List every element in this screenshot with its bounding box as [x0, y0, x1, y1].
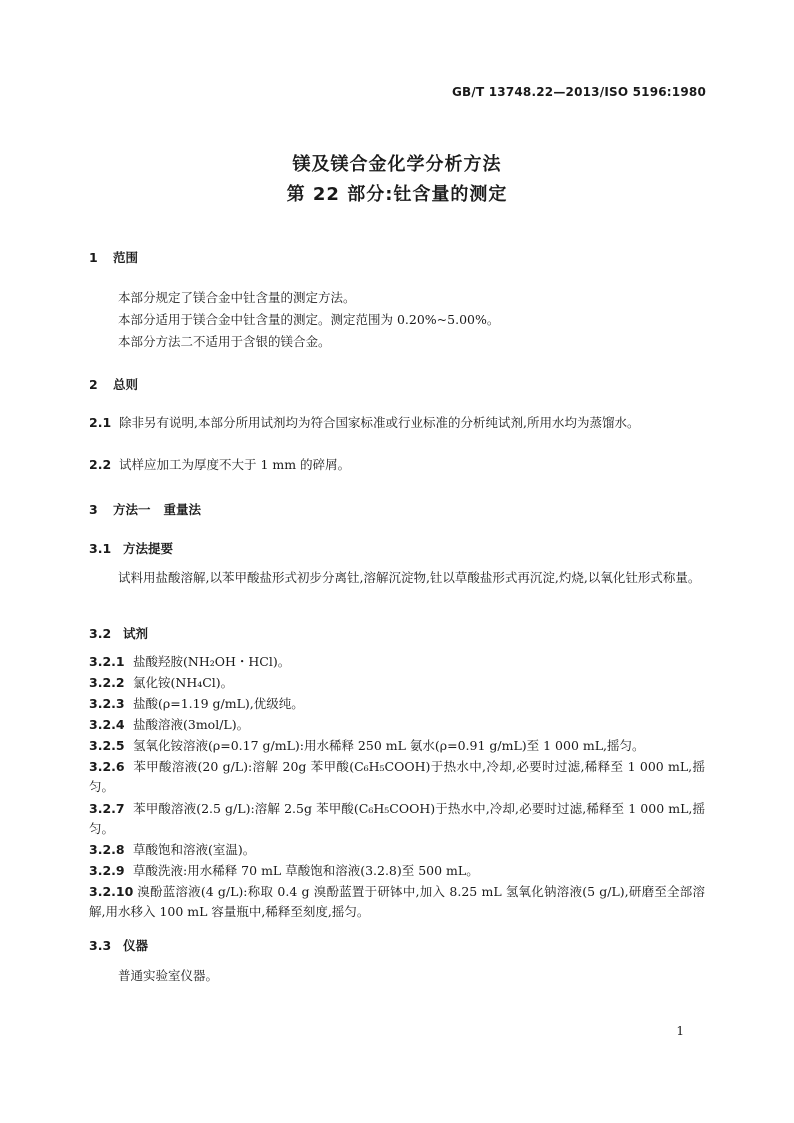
reagent-number: 3.2.8: [89, 842, 125, 857]
method-summary-paragraph: 试料用盐酸溶解,以苯甲酸盐形式初步分离钍,溶解沉淀物,钍以草酸盐形式再沉淀,灼烧,以氧化钍形式称量。: [118, 570, 701, 585]
reagent-item: [89, 882, 705, 922]
reagent-item: [89, 799, 705, 839]
reagent-number: 3.2.9: [89, 863, 125, 878]
subsection-3-1-heading: [89, 539, 173, 557]
section-title: 方法一 重量法: [113, 502, 202, 517]
apparatus-paragraph: 普通实验室仪器。: [118, 968, 219, 983]
standard-number: GB/T 13748.22—2013/ISO 5196:1980: [451, 85, 706, 99]
reagent-number: 3.2.2: [89, 675, 125, 690]
reagent-item: [89, 861, 705, 881]
document-title-line1: 镁及镁合金化学分析方法: [292, 154, 502, 175]
section-number: 3: [89, 502, 98, 517]
reagent-number: 3.2.3: [89, 696, 125, 711]
reagent-number: 3.2.1: [89, 654, 125, 669]
document-title-line2: 第 22 部分:钍含量的测定: [286, 184, 508, 205]
reagent-number: 3.2.10: [89, 884, 134, 899]
clause-text: 除非另有说明,本部分所用试剂均为符合国家标准或行业标准的分析纯试剂,所用水均为蒸馏水。: [119, 415, 640, 430]
clause-2-2: [89, 455, 705, 475]
section-number: 1: [89, 250, 98, 265]
reagent-text: 盐酸(ρ=1.19 g/mL),优级纯。: [133, 696, 304, 711]
reagent-item: [89, 736, 705, 756]
clause-number: 2.2: [89, 457, 112, 472]
reagent-number: 3.2.7: [89, 801, 125, 816]
reagent-text: 苯甲酸溶液(20 g/L):溶解 20g 苯甲酸(C₆H₅COOH)于热水中,冷却,必要时过滤,稀释至 1 000 mL,摇匀。: [89, 759, 705, 794]
reagent-item: [89, 715, 705, 735]
subsection-title: 试剂: [123, 626, 149, 641]
reagent-text: 草酸饱和溶液(室温)。: [133, 842, 256, 857]
reagent-text: 苯甲酸溶液(2.5 g/L):溶解 2.5g 苯甲酸(C₆H₅COOH)于热水中,冷却,必要时过滤,稀释至 1 000 mL,摇匀。: [89, 801, 705, 836]
subsection-number: 3.1: [89, 541, 112, 556]
section-title: 总则: [113, 377, 139, 392]
reagent-text: 草酸洗液:用水稀释 70 mL 草酸饱和溶液(3.2.8)至 500 mL。: [133, 863, 479, 878]
reagent-item: [89, 694, 705, 714]
section-1-heading: [89, 248, 138, 266]
section-2-heading: [89, 375, 138, 393]
subsection-title: 方法提要: [123, 541, 174, 556]
clause-number: 2.1: [89, 415, 112, 430]
subsection-number: 3.3: [89, 938, 112, 953]
reagent-number: 3.2.6: [89, 759, 125, 774]
reagent-number: 3.2.5: [89, 738, 125, 753]
reagent-text: 氢氧化铵溶液(ρ=0.17 g/mL):用水稀释 250 mL 氨水(ρ=0.91 g/mL)至 1 000 mL,摇匀。: [133, 738, 645, 753]
subsection-3-3-heading: [89, 936, 148, 954]
reagent-item: [89, 673, 705, 693]
reagent-item: [89, 652, 705, 672]
scope-paragraph-3: 本部分方法二不适用于含银的镁合金。: [118, 334, 331, 349]
subsection-number: 3.2: [89, 626, 112, 641]
reagent-item: [89, 757, 705, 797]
reagent-text: 盐酸溶液(3mol/L)。: [133, 717, 250, 732]
reagent-text: 氯化铵(NH₄Cl)。: [133, 675, 234, 690]
scope-paragraph-1: 本部分规定了镁合金中钍含量的测定方法。: [118, 290, 356, 305]
clause-2-1: [89, 413, 705, 433]
scope-paragraph-2: 本部分适用于镁合金中钍含量的测定。测定范围为 0.20%~5.00%。: [118, 312, 500, 327]
section-3-heading: [89, 500, 201, 518]
subsection-3-2-heading: [89, 624, 148, 642]
page-number: 1: [676, 1024, 684, 1038]
section-title: 范围: [113, 250, 139, 265]
clause-text: 试样应加工为厚度不大于 1 mm 的碎屑。: [119, 457, 351, 472]
reagent-number: 3.2.4: [89, 717, 125, 732]
reagent-text: 盐酸羟胺(NH₂OH・HCl)。: [133, 654, 291, 669]
reagent-text: 溴酚蓝溶液(4 g/L):称取 0.4 g 溴酚蓝置于研钵中,加入 8.25 mL 氢氧化钠溶液(5 g/L),研磨至全部溶解,用水移入 100 mL 容量瓶中,稀释至刻度,摇匀。: [89, 884, 705, 919]
section-number: 2: [89, 377, 98, 392]
reagent-item: [89, 840, 705, 860]
subsection-title: 仪器: [123, 938, 149, 953]
